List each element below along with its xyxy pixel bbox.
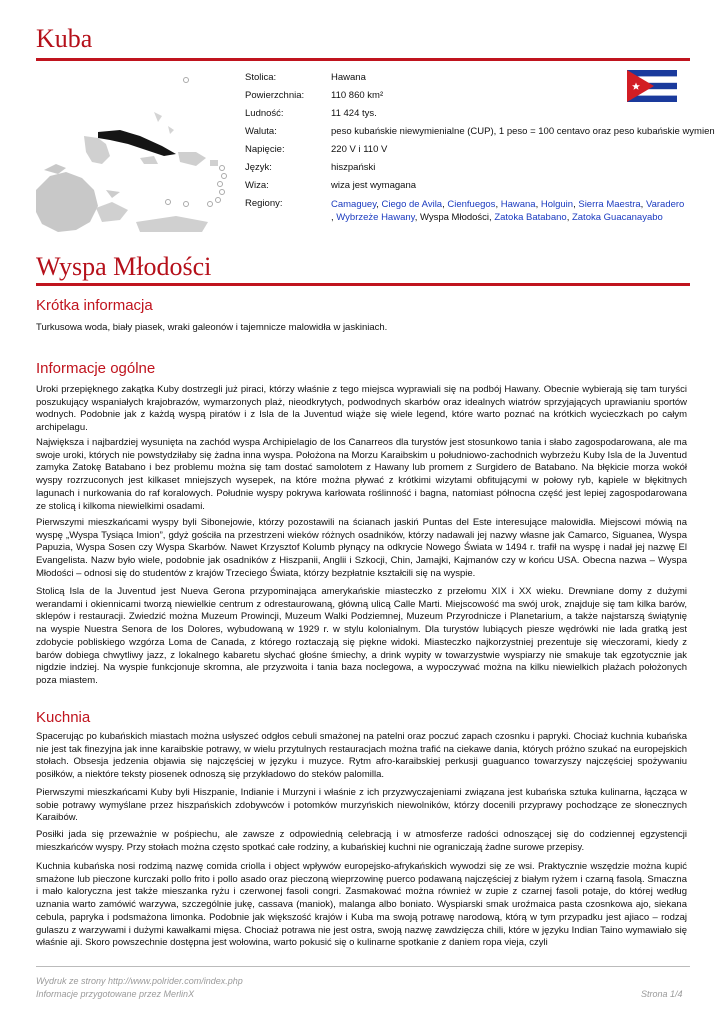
info-row-voltage	[245, 144, 725, 162]
info-label: Wiza:	[245, 180, 269, 191]
region-link[interactable]: Hawana	[500, 199, 536, 210]
cuisine-heading: Kuchnia	[36, 709, 91, 726]
info-value: hiszpański	[331, 162, 376, 173]
region-link[interactable]: Holguin	[540, 199, 574, 210]
general-paragraph: Pierwszymi mieszkańcami wyspy byli Sibonejowie, którzy pozostawili na ścianach jaskiń Puntas del Este interesujące malowidła. Miejscowi mówią na wyspę „Wyspa Tysiąca Imion”, gdyż gościła na przestrzeni wieków różnych osadników, którzy nadawali jej nazwy własne jak Camarco, Siguanea, Wyspa Papuzia, Wyspa Sosen czy Wyspa Skarbów. Nawet Krzysztof Kolumb płynący na odkrycie Nowego Świata w 1494 r. trafił na wyspę i nadał jej nazwę El Evangelista. Nazw było wiele, podobnie jak osadników z Hiszpanii, Anglii i Szkocji, Chin, Jamajki, Kajmanów czy w końcu USA. Obecna nazwa – Wyspa Młodości – odnosi się do studentów z krajów Trzeciego Świata, którzy bezpłatnie kształcili się na wyspie.	[36, 517, 687, 579]
info-label: Regiony:	[245, 198, 283, 209]
region-link[interactable]: Sierra Maestra	[578, 199, 641, 210]
info-label: Waluta:	[245, 126, 277, 137]
region-link[interactable]: Cienfuegos	[447, 199, 496, 210]
info-row-area	[245, 90, 725, 108]
info-label: Język:	[245, 162, 272, 173]
info-value: 110 860 km²	[331, 90, 384, 101]
region-text: Wyspa Młodości	[419, 212, 490, 223]
region-link[interactable]: Wybrzeże Hawany	[336, 212, 415, 223]
region-link[interactable]: Zatoka Batabano	[494, 212, 567, 223]
info-row-visa	[245, 180, 725, 198]
region-link[interactable]: Varadero	[645, 199, 685, 210]
cuisine-paragraph: Spacerując po kubańskich miastach można usłyszeć odgłos cebuli smażonej na patelni oraz poczuć zapach czosnku i papryki. Chociaż kuchnia kubańska nie jest tak finezyjna jak inne karaibskie potrawy, w wielu przytulnych restauracjach można trafić na ciekawe dania, których próżno szukać na europejskich stołach. Obsesja jedzenia objawia się najczęściej w języku i muzyce. Rytm afro-karaibskiej perkusji guaguanco towarzyszy najczęściej spożywaniu posiłków, a niektóre teksty piosenek odnoszą się przykładowo do steków palomilla.	[36, 731, 687, 781]
info-row-regions	[245, 198, 725, 224]
regions-list: Camaguey, Ciego de Avila, Cienfuegos, Hawana, Holguin, Sierra Maestra, Varadero , Wybrzeże Hawany, Wyspa Młodości, Zatoka Batabano, Zatoka Guacanayabo	[331, 199, 685, 223]
footer-prepared-by: Informacje przygotowane przez MerlinX	[36, 989, 195, 999]
caribbean-map	[36, 72, 236, 232]
general-paragraph: Stolicą Isla de la Juventud jest Nueva Gerona przypominająca amerykańskie miasteczko z przełomu XIX i XX wieku. Drewniane domy z dużymi werandami i okiennicami tworzą niewielkie centrum z odrestaurowaną, główną ulicą Calle Marti. Miejscowość ma swój urok, znajduje się tam kilka barów, sklepów i restauracji. Zwiedzić można Muzeum Prowincji, Muzeum Walki Podziemnej, Muzeum Przyrodnicze i Planetarium, a także najstarszą świątynię na wyspie Nuestra Senora de los Dolores, wybudowaną w 1929 r. w stylu kolonialnym. Dla turystów lubiących piesze wędrówki nie lada gratką jest zdobycie pobliskiego wzgórza Loma de Canada, z którego roztaczają się piękne widoki. Miasteczko najkorzystniej prezentuje się wieczorami, kiedy z barów dobiega chwytliwy jazz, z lokalnego kabaretu słychać głośne śmiechy, a drink wypity w towarzystwie wyspiarzy nie smakuje tak egzotycznie jak nigdzie indziej. Na wyspie funkcjonuje skromna, ale przyzwoita i tania baza noclegowa, a wypoczywać można na kilku niewielkich plażach położonych poza miastem.	[36, 586, 687, 686]
country-title: Kuba	[36, 24, 93, 53]
info-row-capital	[245, 72, 725, 90]
info-value: wiza jest wymagana	[331, 180, 417, 191]
region-link[interactable]: Camaguey	[331, 199, 377, 210]
info-label: Powierzchnia:	[245, 90, 305, 101]
general-paragraph: Uroki przepięknego zakątka Kuby dostrzegli już piraci, którzy właśnie z tego miejsca wyprawiali się na podbój Hawany. Obecnie wybierają się tam turyści poszukujący wspaniałych krajobrazów, wymarzonych plaż, nieodkrytych, podwodnych skarbów oraz idealnych wiatrów sprzyjających uprawianiu sportów wodnych. Podobnie jak z każdą wyspą piratów i z Isla de la Juventud wiąże się wiele legend, które warto poznać na krótkich wycieczkach po całym archipelagu.	[36, 384, 687, 434]
title-divider	[36, 58, 690, 61]
info-value: peso kubańskie niewymienialne (CUP), 1 peso = 100 centavo oraz peso kubańskie wymien	[331, 126, 715, 137]
info-value: 11 424 tys.	[331, 108, 377, 119]
cuisine-paragraph: Kuchnia kubańska nosi rodzimą nazwę comida criolla i object wpływów europejsko-afrykańskich wywodzi się ze wsi. Praktycznie wszędzie można kupić smażone lub pieczone kurczaki pollo frito i pollo asado oraz pieczoną wieprzowinę puerco podawaną najczęściej z białym ryżem i czarną fasolą. Smaczna i mało kaloryczna jest także mieszanka ryżu i czerwonej fasoli congri. Zasmakować można również w zupie z czarnej fasoli potaje, do której według uznania warto zamówić warzywa, szczególnie jukę, cassava (maniok), malanga albo boniato. Wyspiarski smak uroźmaica pasta czosnkowa ajo, siekana cebula, papryka i podsmażona limonka. Podobnie jak większość krajów i Kuba ma swoją potrawę narodową, którą w tym przypadku jest ajiaco – rodzaj gulaszu z warzywami i dużymi kawałkami mięsa. Chociaż potrawa nie jest ostra, swoją nazwę zawdzięcza chili, które w języku Indian Taino wymawiało się właśnie aji. Skoro powszechnie dostępna jest wołowina, warto pokusić się o kulinarne spotkanie z daniem ropa vieja, czyli	[36, 861, 687, 949]
info-value: 220 V i 110 V	[331, 144, 388, 155]
footer-source: Wydruk ze strony http://www.polrider.com/index.php	[36, 976, 243, 986]
article-title-divider	[36, 283, 690, 286]
general-info-heading: Informacje ogólne	[36, 360, 156, 377]
cuisine-paragraph: Posiłki jada się przeważnie w pośpiechu, ale zawsze z odpowiednią celebracją i w atmosferze radości odnoszącej się do codziennej egzystencji mieszkańców wyspy. Przy stołach można często spotkać całe rodziny, a kubańskiej kuchni nie ograniczają żadne surowe przepisy.	[36, 829, 687, 853]
info-row-language	[245, 162, 725, 180]
info-row-currency	[245, 126, 725, 144]
info-label: Napięcie:	[245, 144, 285, 155]
short-info-heading: Krótka informacja	[36, 297, 153, 314]
info-label: Ludność:	[245, 108, 284, 119]
region-link[interactable]: Zatoka Guacanayabo	[571, 212, 663, 223]
info-value: Hawana	[331, 72, 366, 83]
general-paragraph: Największa i najbardziej wysunięta na zachód wyspa Archipielagio de los Canarreos dla turystów jest stosunkowo tania i słabo zagospodarowana, ale ma swoje uroki, których nie powstydziłaby się żadna inna wyspa. Położona na Morzu Karaibskim u południowo-zachodnich wybrzeżu Kuby Isla de la Juventud zamyka Zatokę Batabano i bez problemu można się tam dostać samolotem z Hawany lub promem z Surgidero de Batabano. Na błękicie morza wokół wyspy rozrzuconych jest kilkaset mniejszych wysepek, na które można pływać z krótkimi wizytami obfitującymi w połowy ryb, kąpiele w błękitnych lagunach i nurkowania do raf koralowych. Południe wyspy pokrywa karłowata roślinność i bagna, natomiast północna część jest lepiej zagospodarowana ze stolicą i kilkoma niewielkimi osadami.	[36, 437, 687, 512]
short-info-text: Turkusowa woda, biały piasek, wraki galeonów i tajemnicze malowidła w jaskiniach.	[36, 322, 388, 333]
article-title: Wyspa Młodości	[36, 252, 212, 281]
country-info-table	[245, 72, 725, 224]
region-link[interactable]: Ciego de Avila	[381, 199, 443, 210]
footer-divider	[36, 966, 690, 967]
info-row-population	[245, 108, 725, 126]
cuisine-paragraph: Pierwszymi mieszkańcami Kuby byli Hiszpanie, Indianie i Murzyni i właśnie z ich przyzwyczajeniami związana jest kubańska sztuka kulinarna, łącząca w sobie potrawy wymyślane przez hiszpańskich zdobywców i potomków murzyńskich niewolników, którzy docenili przyprawy pochodzące ze słonecznych Karaibów.	[36, 787, 687, 824]
info-label: Stolica:	[245, 72, 277, 83]
footer-page-number: Strona 1/4	[641, 989, 683, 999]
